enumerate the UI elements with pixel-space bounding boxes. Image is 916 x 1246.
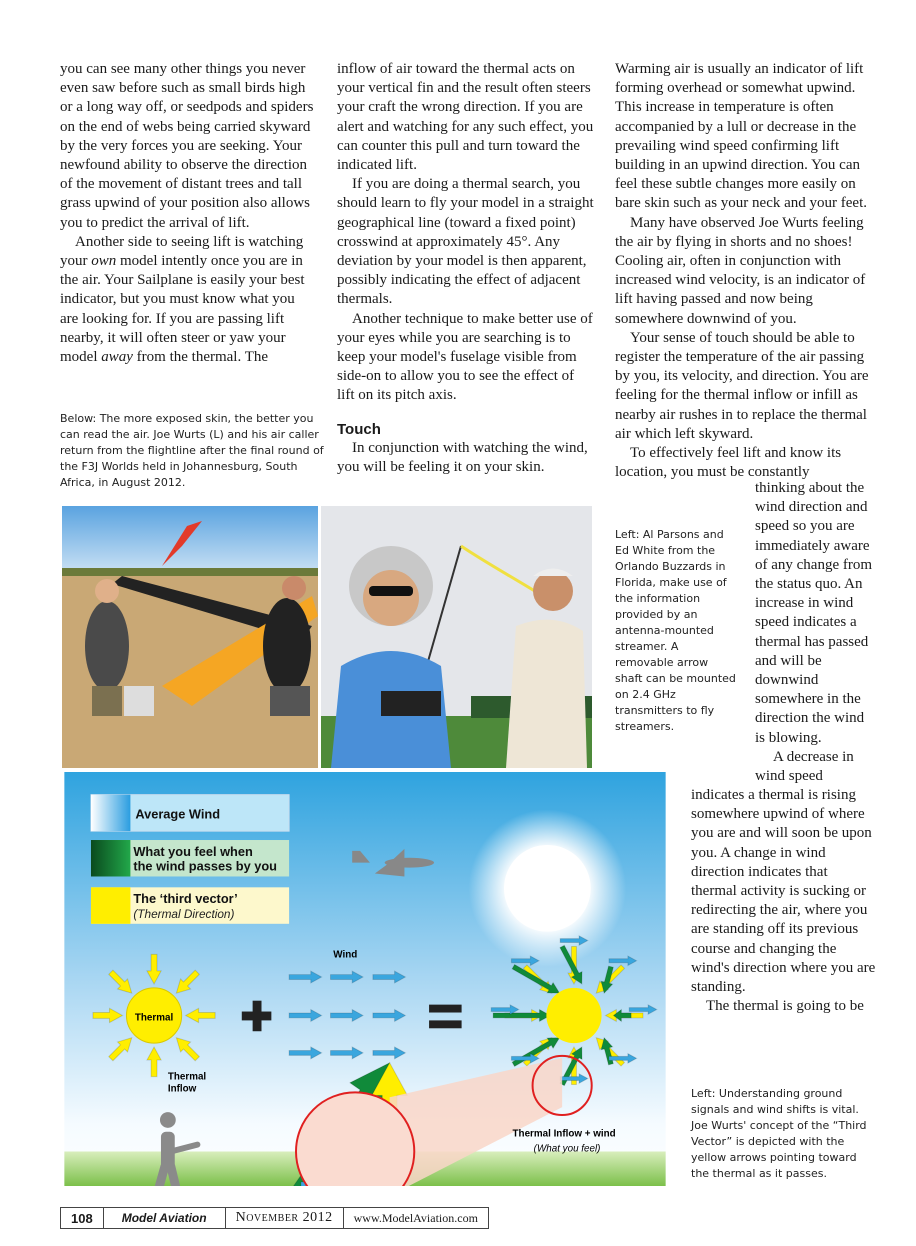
inflow-label: Thermal: [167, 1071, 207, 1083]
legend-label: Average Wind: [135, 806, 221, 822]
sun-core: [504, 845, 591, 932]
photo-caption: Below: The more exposed skin, the better you can read the air. Joe Wurts (L) and his air caller return from the flightline after the final round of the F3J Worlds held in Johannesburg, South Africa, in August 2012.: [60, 412, 324, 489]
paragraph: you can see many other things you never even saw before such as small birds high or a long way off, or seedpods and spiders on the end of webs being carried skyward by the very forces you are seeking. Your newfound ability to observe the direction of the movement of distant trees and tall grass upwind of your position also allows you to predict the arrival of lift.: [60, 61, 314, 231]
result-label: (What you feel): [533, 1143, 601, 1155]
website-link[interactable]: www.ModelAviation.com: [353, 1210, 478, 1225]
paragraph: In conjunction with watching the wind, you will be feeling it on your skin.: [337, 439, 588, 476]
paragraph: Many have observed Joe Wurts feeling the air by flying in shorts and no shoes! Cooling air, often in conjunction with increased wind velocity, is an indicator of lift having passed and now being somewhere downwind of you.: [615, 214, 866, 327]
magazine-name: Model Aviation: [104, 1208, 226, 1228]
inflow-label: Inflow: [167, 1083, 197, 1095]
paragraph: If you are doing a thermal search, you should learn to fly your model in a straight geographical line (toward a fixed point) crosswind at approximately 45°. Any deviation by your model is then apparent, possibly indicating the effect of adjacent thermals.: [337, 176, 594, 308]
text: model intently once you are in the air. Your Sailplane is easily your best indicator, but you must know what you are looking for. If you are passing lift nearby, it will often steer or yaw your model: [60, 253, 305, 366]
text: Another side to seeing lift is watching your: [60, 233, 304, 270]
diagram-caption: Left: Understanding ground signals and wind shifts is vital. Joe Wurts' concept of the “Third Vector” is depicted with the yellow arrows pointing toward the thermal as it passes.: [691, 1087, 867, 1180]
thermal-label: Thermal: [134, 1012, 174, 1024]
legend: [91, 795, 289, 924]
legend-label: (Thermal Direction): [133, 906, 235, 921]
section-heading: Touch: [337, 420, 381, 438]
paragraph: Your sense of touch should be able to register the temperature of the air passing by you, its velocity, and direction. You are feeling for the thermal inflow or infill as nearby air rushes in to replace the thermal air which left skyward.: [615, 329, 869, 442]
paragraph: thinking about the wind direction and speed so you are immediately aware of any change from the status quo. An increase in wind speed indicates a thermal has passed and will be downwind somewhere in the direction the wind is blowing.: [755, 480, 873, 746]
column-3-wrap: [755, 479, 877, 786]
third-vector-diagram: [62, 772, 668, 1186]
legend-label: the wind passes by you: [133, 858, 278, 874]
emphasis: away: [101, 349, 133, 366]
text: from the thermal. The: [132, 349, 269, 366]
issue-date: November 2012: [226, 1208, 344, 1228]
photo-pilots-walking: [62, 506, 318, 768]
thermal-circle-result: [546, 988, 601, 1043]
paragraph: The thermal is going to be: [706, 998, 864, 1015]
paragraph: Another technique to make better use of your eyes while you are searching is to keep your model's fuselage visible from side-on to allow you to see the effect of lift on its pitch axis.: [337, 310, 593, 404]
legend-label: What you feel when: [133, 843, 253, 859]
column-1: [60, 60, 316, 367]
yellow-swatch: [91, 887, 130, 923]
page-number: 108: [61, 1208, 104, 1228]
result-label: Thermal Inflow + wind: [512, 1128, 616, 1140]
legend-label: The ‘third vector’: [133, 891, 238, 907]
paragraph: [60, 233, 316, 367]
column-2: [337, 60, 595, 477]
emphasis: own: [91, 253, 117, 270]
paragraph: A decrease in wind speed: [755, 748, 854, 785]
paragraph: To effectively feel lift and know its location, you must be constantly: [615, 445, 842, 481]
photo-caption: Left: Al Parsons and Ed White from the Orlando Buzzards in Florida, make use of the information provided by an antenna-mounted streamer. A removable arrow shaft can be mounted on 2.4 GHz transmitters to fly streamers.: [615, 528, 736, 733]
paragraph: indicates a thermal is rising somewhere upwind of where you are and will soon be upon you. A change in wind direction indicates that thermal activity is sucking or redirecting the air, where you are standing off its previous course and changing the wind's direction where you are standing.: [691, 787, 876, 996]
paragraph: inflow of air toward the thermal acts on your vertical fin and the result often steers your craft the wrong direction. If you are alert and watching for any such effect, you can counter this pull and turn toward the indicated lift.: [337, 61, 594, 174]
column-3-lower: [691, 786, 877, 1016]
column-3: [615, 60, 877, 482]
page-footer: [60, 1207, 489, 1229]
wind-label: Wind: [333, 949, 358, 961]
blue-swatch: [91, 795, 130, 831]
green-swatch: [91, 840, 130, 876]
photo-streamer-pilots: [321, 506, 592, 768]
paragraph: Warming air is usually an indicator of lift forming overhead or somewhat upwind. This increase in temperature is often accompanied by a lull or decrease in the prevailing wind speed confirming lift building in an upwind direction. You can feel these subtle changes more easily on bare skin such as your neck and your feet.: [615, 61, 867, 212]
